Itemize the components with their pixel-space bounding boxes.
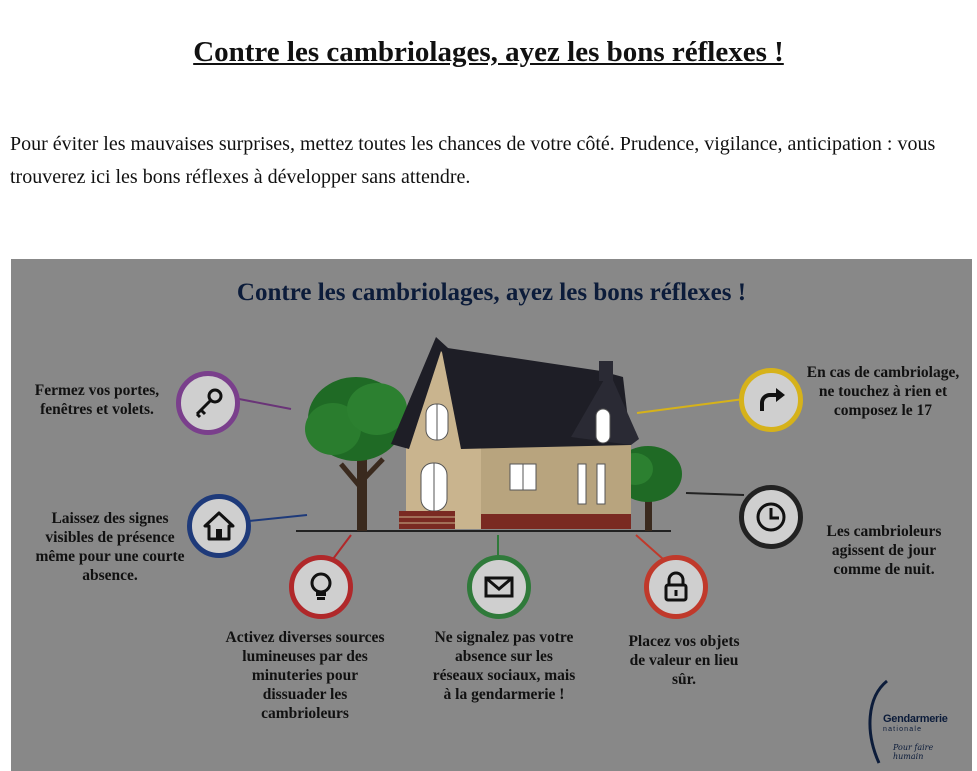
- tip-day-night: Les cambrioleurs agissent de jour comme de nuit.: [826, 523, 942, 578]
- logo-motto: Pour faire humain: [893, 743, 934, 761]
- tip-lights: Activez diverses sources lumineuses par des minuteries pour dissuader les cambrioleurs: [225, 629, 385, 722]
- infographic-title: Contre les cambriolages, ayez les bons réflexes !: [236, 279, 747, 306]
- key-icon: [176, 371, 240, 435]
- infographic-image: [11, 259, 972, 771]
- document-title: Contre les cambriolages, ayez les bons réflexes !: [193, 36, 784, 68]
- tip-burglary: En cas de cambriolage, ne touchez à rien et composez le 17: [806, 364, 960, 419]
- clock-icon: [739, 485, 803, 549]
- logo-sub: nationale: [883, 726, 923, 733]
- gendarmerie-logo: [859, 677, 959, 767]
- home-icon: [187, 494, 251, 558]
- tip-social: Ne signalez pas votre absence sur les réseaux sociaux, mais à la gendarmerie !: [432, 629, 576, 703]
- tip-presence: Laissez des signes visibles de présence même pour une courte absence.: [35, 510, 185, 584]
- logo-name: Gendarmerie: [883, 713, 948, 725]
- padlock-icon: [644, 555, 708, 619]
- tree-trunk-left: [357, 459, 367, 531]
- tip-doors: Fermez vos portes, fenêtres et volets.: [34, 382, 160, 418]
- tip-valuables: Placez vos objets de valeur en lieu sûr.: [628, 633, 740, 688]
- lightbulb-icon: [289, 555, 353, 619]
- envelope-icon: [467, 555, 531, 619]
- arrow-icon: [739, 368, 803, 432]
- intro-paragraph: Pour éviter les mauvaises surprises, mettez toutes les chances de votre côté. Prudence, vigilance, anticipation : vous trouverez ici les bons réflexes à développer sans attendre.: [10, 133, 936, 188]
